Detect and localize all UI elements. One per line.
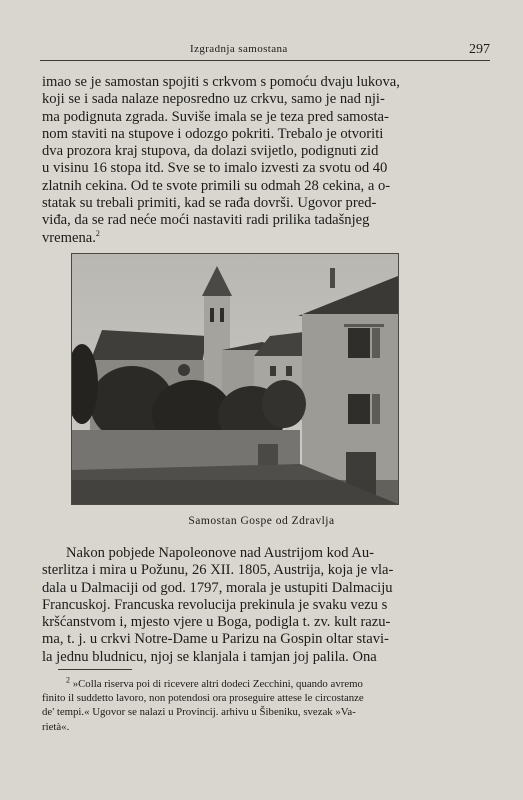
- text-line: dva prozora kraj stupova, da dolazi svijetlo, podignuti zid: [42, 143, 379, 160]
- text-line: Nakon pobjede Napoleonove nad Austrijom kod Au-: [66, 545, 375, 561]
- footnote: [42, 677, 488, 734]
- text-line: [42, 230, 488, 247]
- footnote-line: rietà«.: [42, 720, 70, 733]
- monastery-photo: [71, 253, 399, 505]
- footnote-line: de' tempi.« Ugovor se nalazi u Provincij. arhivu u Šibeniku, svezak »Va-: [42, 706, 356, 719]
- text-line: la jednu bludnicu, njoj se klanjala i tamjan joj palila. Ona: [42, 648, 377, 665]
- header-rule: [40, 60, 490, 61]
- text-line: dala u Dalmaciji od god. 1797, morala je ustupiti Dalmaciju: [42, 579, 393, 596]
- footnote-text: »Colla riserva poi di ricevere altri dodeci Zecchini, quando avremo: [72, 678, 363, 690]
- footnote-line: [42, 677, 488, 691]
- bottom-paragraph: [42, 545, 488, 666]
- text-line: u visinu 16 stopa itd. Sve se to imalo izvesti za svotu od 40: [42, 160, 388, 177]
- text-line-end: vremena.: [42, 229, 96, 246]
- footnote-rule: [58, 669, 132, 670]
- monastery-photo-illustration: [72, 254, 398, 504]
- figure-caption: Samostan Gospe od Zdravlja: [188, 515, 335, 527]
- page-number: 297: [469, 42, 490, 57]
- text-line: zlatnih cekina. Od te svote primili su odmah 28 cekina, a o-: [42, 177, 391, 194]
- running-header: [40, 42, 490, 62]
- top-paragraph: [42, 74, 488, 247]
- text-line: imao se je samostan spojiti s crkvom s pomoću dvaju lukova,: [42, 74, 400, 90]
- text-line: statak su trebali primiti, kad se rađa dovrši. Ugovor pred-: [42, 195, 377, 212]
- running-title: Izgradnja samostana: [190, 43, 288, 55]
- text-line: viđa, da se rad neće moći nastaviti radi prilika tadašnjeg: [42, 212, 370, 229]
- text-line: kršćanstvom i, mjesto vjere u Boga, podigla t. zv. kult razu-: [42, 614, 391, 631]
- text-line: nom staviti na stupove i odozgo pokriti. Trebalo je otvoriti: [42, 125, 384, 142]
- text-line: ma podignuta zgrada. Suviše imala se je teza pred samosta-: [42, 108, 389, 125]
- text-line: ma, t. j. u crkvi Notre-Dame u Parizu na Gospin oltar stavi-: [42, 631, 389, 648]
- text-line: Francuskoj. Francuska revolucija prekinula je svaku vezu s: [42, 596, 388, 613]
- text-line: koji se i sada nalaze neposredno uz crkvu, samo je nad nji-: [42, 91, 385, 108]
- footnote-line: finito il suddetto lavoro, non potendosi ora proseguire attese le circostanze: [42, 692, 364, 705]
- footnote-marker: 2: [66, 675, 70, 685]
- footnote-reference: 2: [95, 228, 100, 238]
- text-line: sterlitza i mira u Požunu, 26 XII. 1805, Austrija, koja je vla-: [42, 562, 394, 579]
